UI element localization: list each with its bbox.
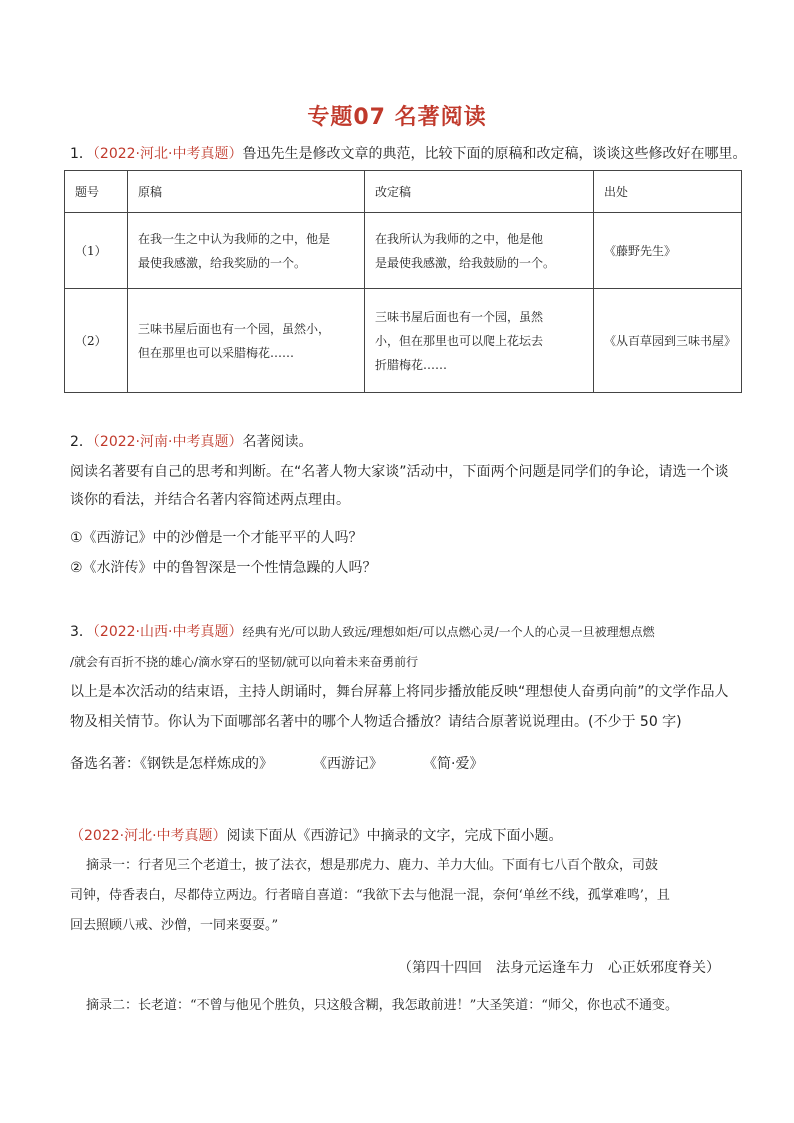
table-row xyxy=(65,289,742,393)
table-header-cell: 改定稿 xyxy=(365,171,594,213)
question-prompt: 名著阅读。 xyxy=(242,434,313,450)
excerpt-line: 摘录一：行者见三个老道士，披了法衣，想是那虎力、鹿力、羊力大仙。下面有七八百个散众，司鼓 xyxy=(86,858,659,873)
question-number: 3． xyxy=(70,624,93,640)
cell-line: 三味书屋后面也有一个园，虽然小， xyxy=(138,321,331,336)
book-title: 《西游记》 xyxy=(313,756,383,772)
paragraph-line: 谈你的看法，并结合名著内容简述两点理由。 xyxy=(70,492,350,508)
revised-text-cell xyxy=(365,213,594,289)
cell-line: 最使我感激，给我奖励的一个。 xyxy=(138,255,307,270)
book-title: 《钢铁是怎样炼成的》 xyxy=(140,756,273,772)
poem-line: 经典有光/可以助人致远/理想如炬/可以点燃心灵/一个人的心灵一旦被理想点燃 xyxy=(242,625,655,639)
paragraph-line: 物及相关情节。你认为下面哪部名著中的哪个人物适合播放？请结合原著说说理由。(不少于 50 字) xyxy=(70,714,682,730)
chapter-citation: （第四十四回 法身元运逢车力 心正妖邪度脊关） xyxy=(398,960,720,976)
paragraph-line: 以上是本次活动的结束语，主持人朗诵时，舞台屏幕上将同步播放能反映“理想使人奋勇向前”的文学作品人 xyxy=(70,684,729,700)
row-number-cell: （2） xyxy=(65,289,128,393)
question-2-header xyxy=(70,432,312,452)
question-prompt: 鲁迅先生是修改文章的典范，比较下面的原稿和改定稿，谈谈这些修改好在哪里。 xyxy=(242,146,747,162)
excerpt-line: 司钟，侍香表白，尽都侍立两边。行者暗自喜道：“我欲下去与他混一混，奈何‘单丝不线，孤掌难鸣’，且 xyxy=(70,888,670,903)
excerpt-line: 摘录二：长老道：“不曾与他见个胜负，只这般含糊，我怎敢前进！”大圣笑道：“师父，你也忒不通变。 xyxy=(86,998,678,1013)
page-title: 专题07 名著阅读 xyxy=(307,105,487,130)
table-header-row xyxy=(65,171,742,213)
origin-cell: 《藤野先生》 xyxy=(594,213,742,289)
question-1-header xyxy=(70,144,746,164)
cell-line: 但在那里也可以采腊梅花…… xyxy=(138,345,295,360)
poem-line: /就会有百折不挠的雄心/滴水穿石的坚韧/就可以向着未来奋勇前行 xyxy=(70,655,419,669)
candidate-books xyxy=(70,754,483,774)
cell-line: 三味书屋后面也有一个园，虽然 xyxy=(375,309,544,324)
cell-line: 在我所认为我师的之中，他是他 xyxy=(375,231,544,246)
question-source: （2022·河南·中考真题） xyxy=(92,434,243,450)
original-text-cell xyxy=(128,289,365,393)
question-source: （2022·山西·中考真题） xyxy=(92,624,243,640)
table-row xyxy=(65,213,742,289)
row-number-cell: （1） xyxy=(65,213,128,289)
origin-cell: 《从百草园到三味书屋》 xyxy=(594,289,742,393)
manuscript-comparison-table xyxy=(64,170,742,393)
paragraph-line: ①《西游记》中的沙僧是一个才能平平的人吗？ xyxy=(70,530,363,546)
table-header-cell: 出处 xyxy=(594,171,742,213)
cell-line: 小，但在那里也可以爬上花坛去 xyxy=(375,333,544,348)
paragraph-line: ②《水浒传》中的鲁智深是一个性情急躁的人吗？ xyxy=(70,560,377,576)
question-source: （2022·河北·中考真题） xyxy=(92,146,243,162)
book-title: 《简·爱》 xyxy=(423,756,484,772)
question-number: 1． xyxy=(70,146,93,162)
original-text-cell xyxy=(128,213,365,289)
revised-text-cell xyxy=(365,289,594,393)
question-number: 2． xyxy=(70,434,93,450)
question-3-header xyxy=(70,622,655,642)
paragraph-line: 阅读名著要有自己的思考和判断。在“名著人物大家谈”活动中，下面两个问题是同学们的争论，请选一个谈 xyxy=(70,464,729,480)
cell-line: 在我一生之中认为我师的之中，他是 xyxy=(138,231,331,246)
cell-line: 折腊梅花…… xyxy=(375,357,448,372)
question-source: （2022·河北·中考真题） xyxy=(70,828,227,844)
question-4-header xyxy=(70,826,563,846)
table-header-cell: 题号 xyxy=(65,171,128,213)
cell-line: 是最使我感激，给我鼓励的一个。 xyxy=(375,255,556,270)
books-label: 备选名著： xyxy=(70,756,140,772)
excerpt-line: 回去照顾八戒、沙僧，一同来耍耍。” xyxy=(70,918,279,933)
table-header-cell: 原稿 xyxy=(128,171,365,213)
question-prompt: 阅读下面从《西游记》中摘录的文字，完成下面小题。 xyxy=(226,828,563,844)
